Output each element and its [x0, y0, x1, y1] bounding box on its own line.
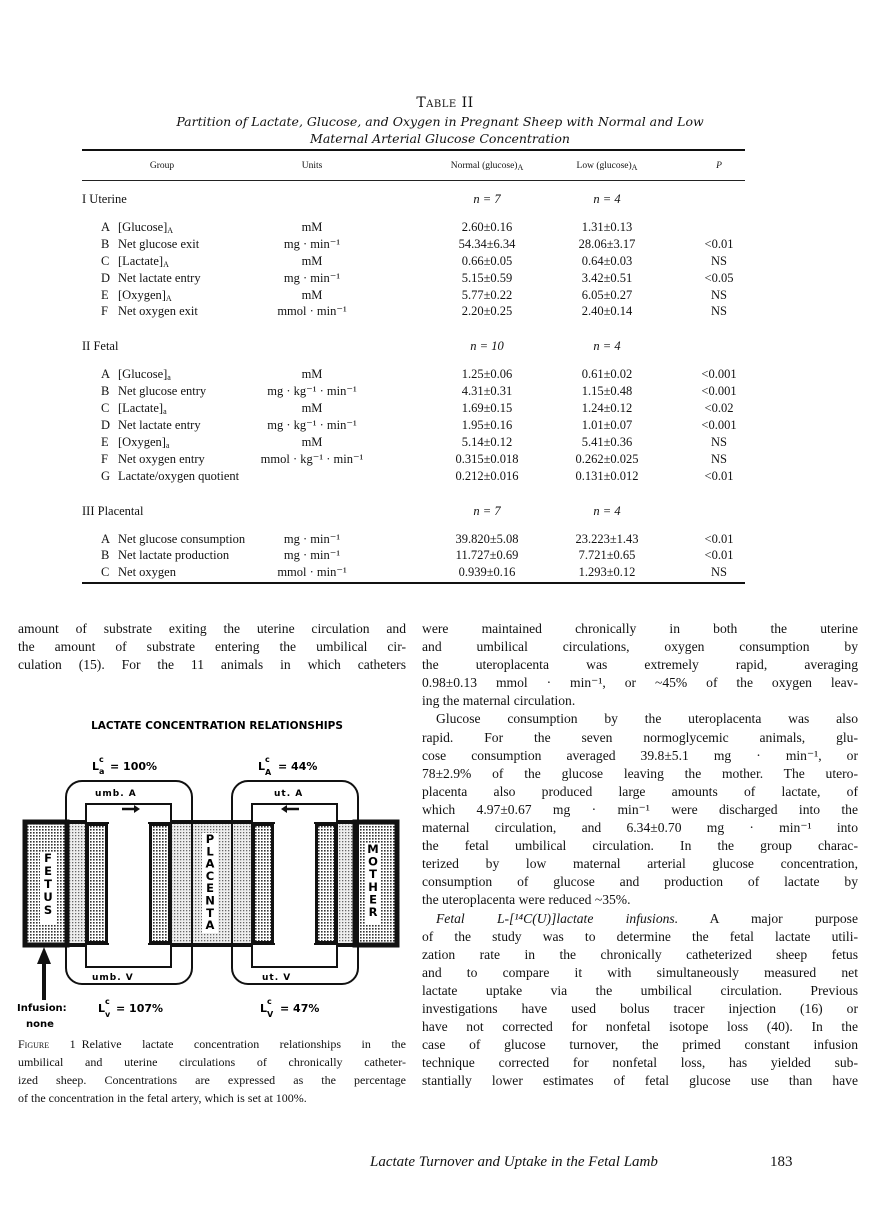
svg-text:A: A — [265, 768, 272, 777]
row-units: mM — [301, 434, 323, 449]
row-letter: G — [101, 468, 111, 483]
text-line-content: 0.98±0.13 mmol · min⁻¹, or ~45% of the oxygen leav- — [422, 675, 858, 691]
row-p: NS — [711, 451, 727, 466]
right-column-text — [422, 620, 858, 1090]
row-name-text: [Glucose] — [118, 220, 168, 234]
text-line — [422, 656, 858, 674]
uterine-bar-left — [253, 824, 273, 943]
row-p: <0.01 — [704, 236, 734, 251]
row-name-sub: a — [165, 440, 170, 450]
header-normal-sub: A — [517, 163, 524, 172]
row-units: mM — [301, 220, 323, 234]
row-name-text: [Oxygen] — [118, 434, 166, 449]
svg-text:c: c — [105, 997, 110, 1006]
text-line — [422, 729, 858, 747]
table-bottom-rule — [82, 582, 745, 584]
header-normal-label: Normal (glucose) — [450, 161, 518, 171]
table-row — [82, 547, 745, 564]
row-name — [118, 531, 245, 548]
row-name-text: [Oxygen] — [118, 287, 166, 302]
text-line — [422, 946, 858, 964]
row-name-text: Net oxygen — [118, 565, 176, 580]
n-normal: n = 7 — [473, 192, 501, 206]
row-low: 28.06±3.17 — [578, 236, 636, 251]
table-title: Table II — [416, 95, 474, 111]
text-line — [422, 873, 858, 891]
table-row — [82, 219, 745, 236]
section-label: III Placental — [82, 503, 144, 518]
text-line — [18, 620, 406, 638]
text-line — [422, 801, 858, 819]
figure-caption — [18, 1035, 406, 1107]
row-p: <0.01 — [704, 531, 734, 546]
row-letter: C — [101, 565, 110, 580]
row-low: 1.24±0.12 — [581, 401, 633, 416]
text-line-content: ing the maternal circulation. — [422, 693, 576, 709]
svg-text:L: L — [260, 1002, 268, 1015]
page-number: 183 — [770, 1154, 793, 1170]
row-low: 0.131±0.012 — [575, 468, 639, 483]
row-p: <0.001 — [701, 367, 737, 382]
text-line-content: investigations have used bolus tracer injection (16) or — [422, 1000, 858, 1016]
row-units: mM — [301, 253, 323, 268]
text-line-content: lactate uptake via the umbilical circulation. Previous — [422, 982, 858, 998]
row-low: 1.01±0.07 — [581, 418, 633, 433]
caption-line — [18, 1071, 406, 1089]
row-letter: B — [101, 384, 110, 399]
text-line — [422, 819, 858, 837]
text-line — [422, 674, 858, 692]
lV-label — [260, 997, 319, 1019]
text-line — [422, 1000, 858, 1018]
ut-a-label: ut. A — [274, 789, 304, 799]
mother-label: M O T H E R — [367, 842, 379, 919]
lA-label — [258, 755, 317, 777]
row-low: 0.61±0.02 — [581, 367, 633, 382]
table-row — [82, 468, 745, 485]
n-low: n = 4 — [593, 503, 621, 518]
row-letter: C — [101, 401, 110, 416]
table-section-header — [82, 504, 745, 522]
row-name-text: [Lactate] — [118, 253, 164, 268]
svg-text:c: c — [99, 755, 104, 764]
text-line — [422, 638, 858, 656]
table-caption-line: Maternal Arterial Glucose Concentration — [310, 131, 570, 146]
text-line — [422, 837, 858, 855]
text-line — [422, 1036, 858, 1054]
text-line-content: the fetal umbilical circulation. In the group charac- — [422, 838, 858, 854]
table-row — [82, 303, 745, 320]
row-units: mg · min⁻¹ — [283, 270, 341, 285]
row-letter: A — [101, 367, 111, 382]
text-line-content: A major purpose — [678, 910, 858, 926]
row-name-text: Net oxygen exit — [118, 304, 198, 319]
row-normal: 39.820±5.08 — [455, 531, 519, 546]
table-row — [82, 236, 745, 253]
row-name — [118, 547, 229, 564]
row-p: <0.001 — [701, 418, 737, 433]
row-name-sub: A — [165, 293, 172, 303]
row-letter: E — [101, 287, 109, 302]
row-name-text: [Glucose] — [118, 367, 168, 382]
umb-a-label: umb. A — [95, 789, 137, 799]
text-line-content: Glucose consumption by the uteroplacenta was also — [436, 711, 858, 727]
row-p: NS — [711, 565, 727, 580]
left-column-text — [18, 620, 406, 674]
text-line — [422, 1018, 858, 1036]
text-line-content: have not corrected for nonfetal isotope loss (40). In the — [422, 1019, 858, 1035]
row-low: 0.64±0.03 — [581, 253, 633, 268]
row-units: mg · min⁻¹ — [283, 236, 341, 251]
row-normal: 1.69±0.15 — [461, 401, 513, 416]
row-p: <0.05 — [704, 270, 734, 285]
row-name-text: Net lactate entry — [118, 270, 201, 285]
row-low: 7.721±0.65 — [578, 548, 636, 563]
svg-text:a: a — [99, 767, 105, 776]
header-units: Units — [301, 161, 323, 171]
row-letter: C — [101, 253, 110, 268]
text-line-content: and to compare it with simultaneously measured net — [422, 964, 858, 980]
table-section-header — [82, 339, 745, 357]
text-line-content: culation (15). For the 11 animals in which catheters — [18, 657, 406, 673]
row-normal: 0.939±0.16 — [458, 565, 516, 580]
table-caption — [140, 113, 740, 147]
row-name-text: Net lactate production — [118, 548, 230, 563]
row-letter: A — [101, 531, 111, 546]
caption-line-text: umbilical and uterine circulations of chronically catheter- — [18, 1055, 406, 1070]
row-p: <0.01 — [704, 468, 734, 483]
table-row — [82, 451, 745, 468]
table-body — [82, 192, 745, 581]
text-line — [422, 783, 858, 801]
uterine-bar-right — [316, 824, 336, 943]
row-name-text: Net lactate entry — [118, 418, 201, 433]
text-line — [422, 928, 858, 946]
row-name-sub: a — [163, 407, 167, 417]
row-normal: 0.315±0.018 — [455, 451, 519, 466]
uterine-gap — [274, 824, 315, 943]
text-line — [422, 1072, 858, 1090]
row-letter: F — [101, 451, 108, 466]
table-row — [82, 270, 745, 287]
figure-title: LACTATE CONCENTRATION RELATIONSHIPS — [91, 720, 343, 732]
header-low-label: Low (glucose) — [576, 161, 632, 171]
row-units: mmol · min⁻¹ — [277, 565, 347, 580]
table-top-rule — [82, 149, 745, 151]
text-line-content: 78±2.9% of the glucose leaving the mother. The utero- — [422, 765, 858, 781]
text-line — [422, 982, 858, 1000]
row-p: NS — [711, 287, 727, 302]
caption-line — [18, 1089, 406, 1107]
caption-line-text: of the concentration in the fetal artery, which is set at 100%. — [18, 1091, 307, 1106]
text-line-content: the amount of substrate entering the umbilical cir- — [18, 639, 406, 655]
row-name-text: [Lactate] — [118, 401, 164, 416]
row-units: mM — [301, 287, 323, 302]
row-normal: 11.727±0.69 — [455, 548, 519, 563]
n-normal: n = 10 — [470, 339, 504, 354]
row-low: 2.40±0.14 — [581, 304, 633, 319]
svg-text:c: c — [267, 997, 272, 1006]
row-units: mmol · min⁻¹ — [277, 304, 347, 319]
row-units: mmol · kg⁻¹ · min⁻¹ — [260, 451, 364, 466]
row-normal: 0.66±0.05 — [461, 253, 513, 268]
text-line-content: the uteroplacenta were reduced ~35%. — [422, 892, 631, 908]
row-name-text: Net glucose exit — [118, 236, 200, 251]
table-row — [82, 434, 745, 451]
row-letter: B — [101, 548, 110, 563]
header-group: Group — [149, 161, 175, 171]
svg-text:L: L — [258, 760, 266, 773]
row-p: <0.001 — [701, 384, 737, 399]
row-name — [118, 383, 206, 400]
table-row — [82, 253, 745, 270]
umbilical-bar-right — [150, 824, 170, 943]
text-line-content: cose consumption averaged 39.8±5.1 mg · min⁻¹, or — [422, 747, 858, 763]
row-normal: 0.212±0.016 — [455, 468, 519, 483]
table-header-rule — [82, 180, 745, 181]
row-name — [118, 468, 239, 485]
text-line-content: which 4.97±0.67 mg · min⁻¹ were discharged into the — [422, 801, 858, 817]
row-p: <0.02 — [704, 401, 734, 416]
n-low: n = 4 — [593, 192, 621, 206]
table-row — [82, 366, 745, 383]
text-line-content: rapid. For the seven normoglycemic animals, glu- — [422, 729, 858, 745]
la-label — [92, 755, 157, 776]
row-normal: 2.60±0.16 — [461, 220, 513, 234]
text-line — [422, 910, 858, 928]
row-p: NS — [711, 253, 727, 268]
row-name — [118, 270, 201, 287]
row-name-sub: A — [163, 259, 169, 269]
text-line-content: the uteroplacenta was extremely rapid, averaging — [422, 657, 858, 673]
text-line-content: technique corrected for nonfetal loss, has yielded sub- — [422, 1055, 858, 1071]
text-line-content: amount of substrate exiting the uterine circulation and — [18, 621, 406, 636]
row-units: mg · kg⁻¹ · min⁻¹ — [267, 418, 357, 433]
umb-v-label: umb. V — [92, 973, 134, 983]
caption-line-text: ized sheep. Concentrations are expressed as the percentage — [18, 1073, 406, 1088]
row-name-text: Net glucose consumption — [118, 531, 246, 546]
text-line-content: case of glucose turnover, the primed constant infusion — [422, 1037, 858, 1053]
row-name-text: Lactate/oxygen quotient — [118, 468, 240, 483]
table-row — [82, 383, 745, 400]
row-name-text: Net glucose entry — [118, 384, 207, 399]
text-line-content: placenta also produced large amounts of lactate, of — [422, 783, 858, 799]
row-normal: 5.15±0.59 — [461, 270, 513, 285]
row-name — [118, 236, 199, 253]
header-p: P — [716, 161, 722, 171]
row-low: 5.41±0.36 — [581, 434, 633, 449]
section-gap — [82, 485, 745, 504]
text-line — [422, 964, 858, 982]
fetus-label: F E T U S — [43, 851, 53, 917]
text-line — [422, 620, 858, 638]
svg-text:L: L — [98, 1002, 106, 1015]
row-units: mg · min⁻¹ — [283, 531, 341, 546]
row-letter: B — [101, 236, 110, 251]
running-title: Lactate Turnover and Uptake in the Fetal Lamb — [370, 1154, 658, 1170]
row-units: mg · min⁻¹ — [283, 548, 341, 563]
text-line-content: and umbilical circulations, oxygen consumption by — [422, 639, 858, 655]
row-name-sub: A — [167, 226, 174, 235]
row-name-text: Net oxygen entry — [118, 451, 205, 466]
n-low: n = 4 — [593, 339, 621, 354]
row-normal: 4.31±0.31 — [461, 384, 513, 399]
text-line — [422, 765, 858, 783]
row-name — [118, 564, 176, 581]
row-low: 1.31±0.13 — [581, 220, 633, 234]
row-p: <0.01 — [704, 548, 734, 563]
lv-value: = 107% — [116, 1002, 164, 1015]
svg-text:c: c — [265, 755, 270, 764]
infusion-arrow-icon — [37, 947, 51, 1000]
caption-label: Figure 1 — [18, 1037, 76, 1051]
svg-text:L: L — [92, 760, 100, 773]
text-line — [422, 891, 858, 909]
umbilical-gap — [108, 824, 149, 943]
lV-value: = 47% — [280, 1002, 320, 1015]
row-name-sub: a — [167, 373, 171, 383]
table-caption-line: Partition of Lactate, Glucose, and Oxygen in Pregnant Sheep with Normal and Low — [176, 114, 704, 129]
lactate-diagram — [0, 700, 420, 1035]
lA-value: = 44% — [278, 760, 318, 773]
la-value: = 100% — [110, 760, 158, 773]
row-letter: E — [101, 434, 109, 449]
text-line — [18, 656, 406, 674]
infusion-label: Infusion: — [17, 1003, 67, 1014]
text-line-content: stantially lower estimates of fetal glucose use than have — [422, 1073, 858, 1089]
row-units: mM — [301, 367, 323, 382]
paragraph-heading: Fetal L-[¹⁴C(U)]lactate infusions. — [436, 910, 679, 926]
n-normal: n = 7 — [473, 503, 501, 518]
table-row — [82, 531, 745, 548]
svg-text:V: V — [267, 1010, 274, 1019]
text-line — [422, 710, 858, 728]
row-letter: D — [101, 418, 111, 433]
text-line — [422, 1054, 858, 1072]
placenta-label: P L A C E N T A — [205, 832, 215, 933]
text-line-content: were maintained chronically in both the uterine — [422, 621, 858, 636]
svg-text:v: v — [105, 1010, 111, 1019]
table-row — [82, 287, 745, 304]
lv-label — [98, 997, 163, 1019]
row-normal: 1.95±0.16 — [461, 418, 513, 433]
caption-line-text: Relative lactate concentration relationships in the — [81, 1037, 406, 1051]
row-low: 1.293±0.12 — [578, 565, 636, 580]
caption-line — [18, 1035, 406, 1053]
text-line-content: terized by low maternal arterial glucose concentration, — [422, 856, 858, 872]
row-name — [118, 303, 198, 320]
row-name — [118, 417, 201, 434]
row-letter: D — [101, 270, 111, 285]
row-low: 23.223±1.43 — [575, 531, 639, 546]
infusion-value: none — [26, 1019, 54, 1030]
row-normal: 2.20±0.25 — [461, 304, 513, 319]
ut-v-label: ut. V — [262, 973, 292, 983]
row-normal: 5.77±0.22 — [461, 287, 513, 302]
table-row — [82, 400, 745, 417]
row-letter: F — [101, 304, 108, 319]
umbilical-bar-left — [87, 824, 107, 943]
row-units: mM — [301, 401, 323, 416]
section-gap — [82, 320, 745, 339]
table-row — [82, 417, 745, 434]
text-line — [422, 747, 858, 765]
text-line — [422, 855, 858, 873]
text-line-content: of the study was to determine the fetal lactate utili- — [422, 928, 858, 944]
text-line-content: consumption of glucose and production of lactate by — [422, 874, 858, 890]
text-line-content: zation rate in the chronically catheterized sheep fetus — [422, 946, 858, 962]
text-line — [18, 638, 406, 656]
row-p: NS — [711, 434, 727, 449]
text-line-content: maternal circulation, and 6.34±0.70 mg · min⁻¹ into — [422, 820, 858, 836]
row-normal: 54.34±6.34 — [458, 236, 516, 251]
header-low-sub: A — [631, 163, 638, 172]
row-low: 6.05±0.27 — [581, 287, 633, 302]
row-units: mg · kg⁻¹ · min⁻¹ — [267, 384, 357, 399]
table-section-header — [82, 192, 745, 210]
row-low: 3.42±0.51 — [581, 270, 633, 285]
row-letter: A — [101, 220, 111, 234]
header-low — [557, 161, 657, 172]
section-label: I Uterine — [82, 192, 127, 206]
row-name — [118, 451, 205, 468]
caption-line — [18, 1053, 406, 1071]
row-p: NS — [711, 304, 727, 319]
section-label: II Fetal — [82, 339, 119, 354]
row-low: 0.262±0.025 — [575, 451, 639, 466]
text-line — [422, 692, 858, 710]
row-normal: 1.25±0.06 — [461, 367, 513, 382]
row-low: 1.15±0.48 — [581, 384, 633, 399]
header-normal — [437, 161, 537, 172]
row-normal: 5.14±0.12 — [461, 434, 513, 449]
table-row — [82, 564, 745, 581]
